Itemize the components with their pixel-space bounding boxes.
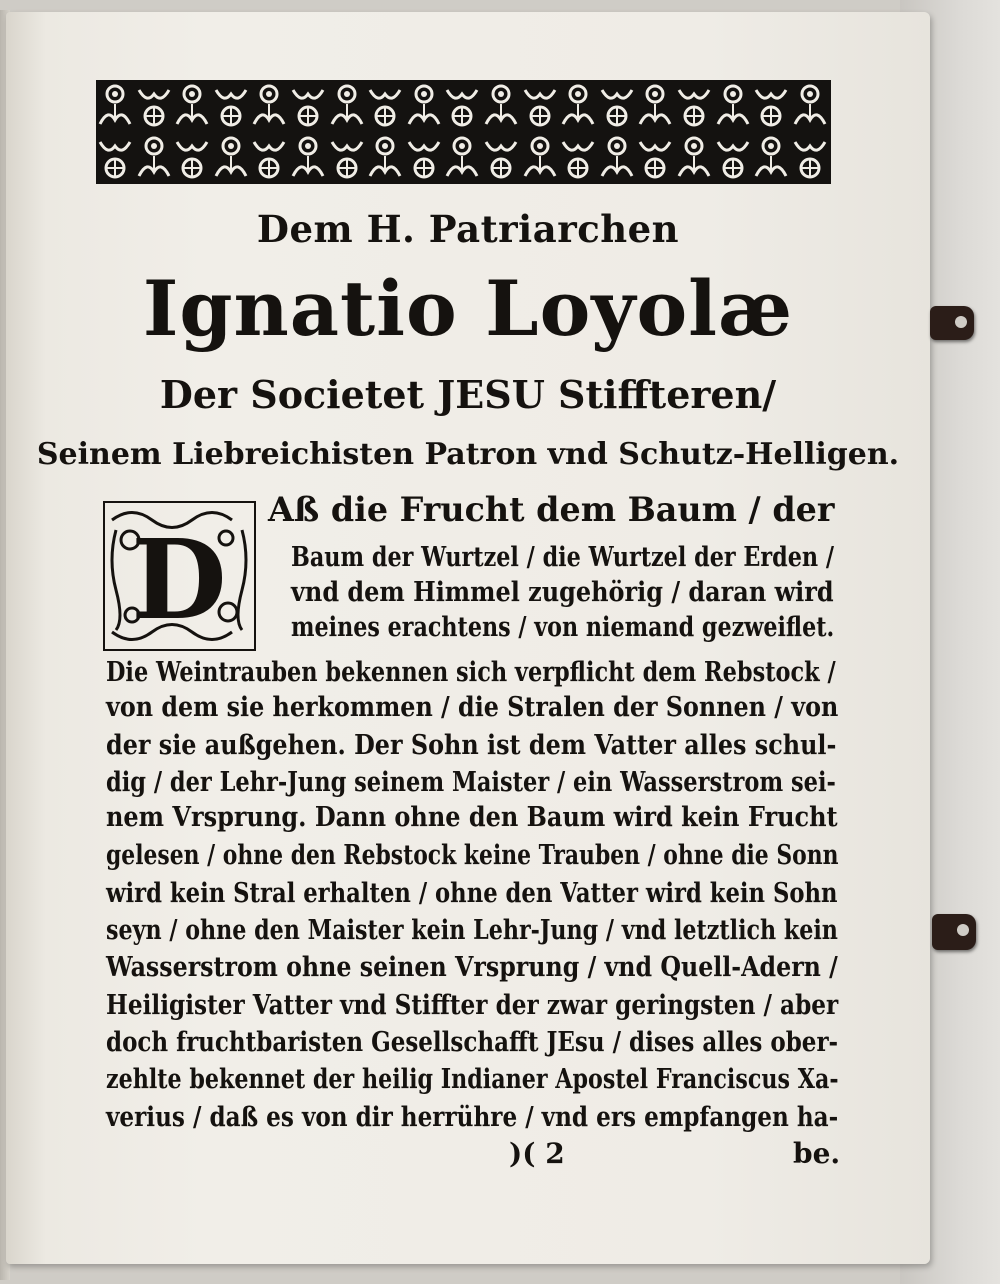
decorated-initial [102,500,257,652]
ornament-flower [250,132,289,184]
ornament-flower [135,132,174,184]
body-line: Aß die Frucht dem Baum / der [268,490,835,530]
ornament-flower [791,132,830,184]
ornament-flower [675,80,714,132]
initial-letter: D [131,515,227,644]
ornament-flower [366,80,405,132]
ornament-flower [250,80,289,132]
ornament-flower [135,80,174,132]
ornament-flower [328,80,367,132]
ornament-flower [212,132,251,184]
book-page [6,12,930,1264]
ornament-flower [289,80,328,132]
ornament-flower [443,80,482,132]
ornament-flower [598,80,637,132]
body-line: wird kein Stral erhalten / ohne den Vatter wird kein Sohn [106,878,838,909]
ornament-flower [752,132,791,184]
ornament-flower [521,80,560,132]
body-line: vnd dem Himmel zugehörig / daran wird [291,577,834,608]
ornament-flower [559,132,598,184]
ornament-flower [366,132,405,184]
ornament-flower [173,80,212,132]
dedication-line-3: Der Societet JESU Stiffteren/ [159,372,777,417]
ornament-row-bottom [96,132,831,184]
ornament-flower [212,80,251,132]
ornament-flower [289,132,328,184]
ornament-flower [598,132,637,184]
ornament-flower [636,132,675,184]
ornament-flower [791,80,830,132]
ornament-flower [173,132,212,184]
ornament-flower [636,80,675,132]
ornament-flower [443,132,482,184]
body-line: nem Vrsprung. Dann ohne den Baum wird kein Frucht [106,802,838,833]
ornament-flower [482,80,521,132]
body-line: verius / daß es von dir herrühre / vnd ers empfangen ha- [106,1102,839,1133]
body-line: Wasserstrom ohne seinen Vrsprung / vnd Quell-Adern / [106,952,838,983]
body-line: doch fruchtbaristen Gesellschafft JEsu / dises alles ober- [106,1027,839,1058]
ornament-flower [521,132,560,184]
body-line: gelesen / ohne den Rebstock keine Trauben / ohne die Sonn [106,840,839,871]
body-line: Die Weintrauben bekennen sich verpflicht dem Rebstock / [106,657,836,688]
body-line: meines erachtens / von niemand gezweiflet. [291,612,835,643]
ornament-flower [482,132,521,184]
body-line: der sie außgehen. Der Sohn ist dem Vatter alles schul- [106,730,837,761]
ornament-flower [405,80,444,132]
dedication-line-4: Seinem Liebreichisten Patron vnd Schutz-Helligen. [36,437,900,472]
body-line: zehlte bekennet der heilig Indianer Apostel Franciscus Xa- [106,1064,839,1095]
ornament-row-top [96,80,831,132]
book-clasp-top [930,306,974,340]
ornament-flower [675,132,714,184]
ornament-flower [328,132,367,184]
ornament-flower [714,80,753,132]
book-clasp-bottom [932,914,976,950]
body-line: seyn / ohne den Maister kein Lehr-Jung / vnd letztlich kein [106,915,838,946]
body-line: Baum der Wurtzel / die Wurtzel der Erden / [291,542,835,573]
ornament-flower [752,80,791,132]
ornament-flower [96,80,135,132]
ornament-band [96,80,831,184]
ornament-flower [714,132,753,184]
ornament-flower [559,80,598,132]
ornament-flower [405,132,444,184]
body-line: von dem sie herkommen / die Stralen der Sonnen / von [106,692,839,723]
dedicatee-name: Ignatio Loyolæ [142,264,794,353]
ornament-flower [96,132,135,184]
body-line: dig / der Lehr-Jung seinem Maister / ein Wasserstrom sei- [106,767,836,798]
signature-mark: )( 2 [509,1137,565,1170]
body-line: Heiligister Vatter vnd Stiffter der zwar geringsten / aber [106,990,839,1021]
dedication-line-1: Dem H. Patriarchen [256,207,680,251]
catchword: be. [793,1137,841,1170]
